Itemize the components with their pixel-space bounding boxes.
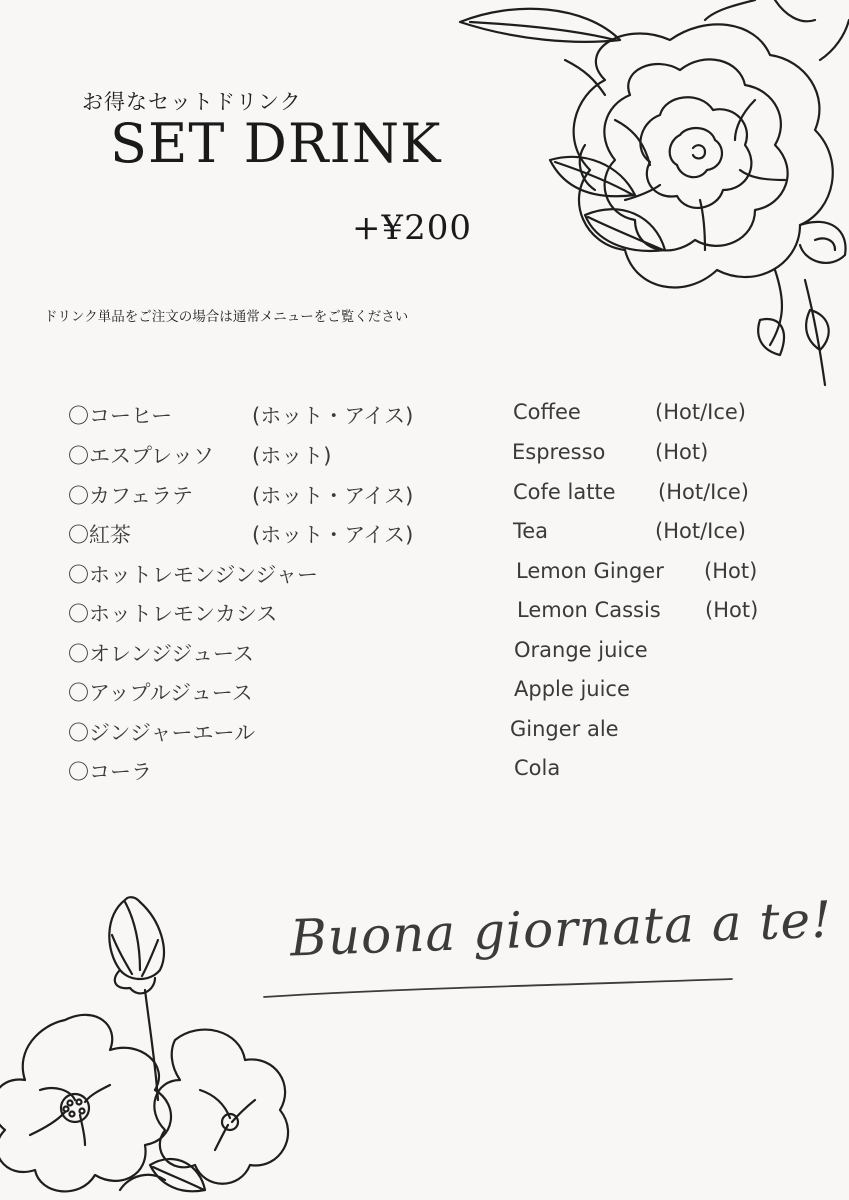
item-name-jp: 〇アップルジュース bbox=[68, 681, 253, 705]
flower-illustration bbox=[0, 890, 300, 1200]
item-name-en: Coffee bbox=[513, 400, 581, 424]
item-option-jp: (ホット・アイス) bbox=[252, 523, 414, 547]
item-name-jp: 〇エスプレッソ bbox=[68, 444, 214, 468]
item-name-en: Cofe latte bbox=[513, 480, 616, 504]
item-name-en: Ginger ale bbox=[510, 717, 619, 741]
item-name-jp: 〇コーラ bbox=[68, 760, 152, 784]
item-option-en: (Hot/Ice) bbox=[658, 480, 749, 504]
menu-item bbox=[0, 677, 849, 717]
menu-item bbox=[0, 480, 849, 520]
item-option-jp: (ホット・アイス) bbox=[252, 484, 414, 508]
item-name-en: Orange juice bbox=[514, 638, 648, 662]
item-option-en: (Hot/Ice) bbox=[655, 519, 746, 543]
set-price: +¥200 bbox=[352, 208, 473, 248]
item-name-en: Lemon Ginger bbox=[516, 559, 664, 583]
item-name-jp: 〇コーヒー bbox=[68, 404, 173, 428]
greeting-script: Buona giornata a te! bbox=[289, 890, 834, 968]
script-underline bbox=[262, 975, 742, 1005]
item-option-en: (Hot) bbox=[705, 598, 759, 622]
item-name-jp: 〇オレンジジュース bbox=[68, 642, 254, 666]
menu-item bbox=[0, 756, 849, 796]
item-option-jp: (ホット) bbox=[252, 444, 332, 468]
menu-item bbox=[0, 559, 849, 599]
item-name-jp: 〇ホットレモンカシス bbox=[68, 602, 278, 626]
page-title: SET DRINK bbox=[110, 112, 442, 175]
item-option-en: (Hot) bbox=[704, 559, 758, 583]
item-name-en: Apple juice bbox=[514, 677, 630, 701]
peony-illustration bbox=[455, 0, 849, 390]
item-name-en: Lemon Cassis bbox=[517, 598, 661, 622]
subtitle-jp: お得なセットドリンク bbox=[82, 90, 302, 114]
item-name-jp: 〇紅茶 bbox=[68, 523, 131, 547]
item-name-jp: 〇ホットレモンジンジャー bbox=[68, 563, 319, 587]
item-option-jp: (ホット・アイス) bbox=[252, 404, 414, 428]
menu-item bbox=[0, 598, 849, 638]
menu-item bbox=[0, 638, 849, 678]
menu-item bbox=[0, 519, 849, 559]
menu-item bbox=[0, 717, 849, 757]
menu-item bbox=[0, 440, 849, 480]
item-name-en: Tea bbox=[513, 519, 549, 543]
item-name-jp: 〇ジンジャーエール bbox=[68, 721, 256, 745]
item-option-en: (Hot) bbox=[655, 440, 709, 464]
item-option-en: (Hot/Ice) bbox=[655, 400, 746, 424]
item-name-en: Espresso bbox=[512, 440, 606, 464]
menu-item bbox=[0, 400, 849, 440]
order-note: ドリンク単品をご注文の場合は通常メニューをご覧ください bbox=[44, 309, 409, 325]
item-name-jp: 〇カフェラテ bbox=[68, 484, 193, 508]
item-name-en: Cola bbox=[514, 756, 561, 780]
